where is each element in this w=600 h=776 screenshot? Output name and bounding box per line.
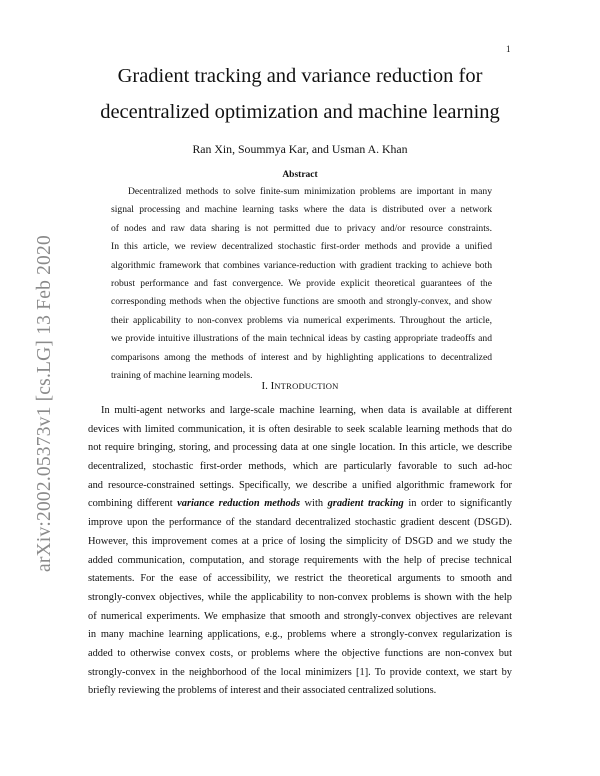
body-line: However, this improvement comes at a price of losing the simplicity of DSGD and we study the (88, 535, 512, 547)
abstract-line: algorithmic framework that combines variance-reduction with gradient tracking to achieve both (111, 259, 492, 271)
abstract-body (111, 183, 492, 385)
abstract-line: In this article, we review decentralized stochastic first-order methods and provide a unified (111, 241, 492, 253)
section-heading-introduction (0, 380, 600, 392)
page-number: 1 (506, 44, 511, 54)
abstract-line: corresponding methods when the objective functions are smooth and strongly-convex, and show (111, 296, 492, 308)
emphasis-gradient-tracking: gradient tracking (327, 498, 404, 510)
section-title-initial: I (270, 380, 275, 392)
body-text: in order to significantly (408, 498, 513, 510)
abstract-line: training of machine learning models. (111, 369, 253, 381)
body-line: briefly reviewing the problems of interest and their associated centralized solutions. (88, 685, 437, 697)
introduction-body (88, 402, 512, 701)
arxiv-identifier-stamp: arXiv:2002.05373v1 [cs.LG] 13 Feb 2020 (34, 235, 55, 572)
abstract-line: robust performance and fast convergence. We provide explicit theoretical guarantees of the (111, 277, 492, 289)
abstract-line: signal processing and machine learning tasks where the data is distributed over a network (111, 204, 492, 216)
abstract-line: comparisons among the methods of interest and by highlighting applications to decentralized (111, 351, 492, 363)
author-list: Ran Xin, Soummya Kar, and Usman A. Khan (192, 142, 408, 156)
paper-title-line-2: decentralized optimization and machine learning (100, 101, 500, 123)
body-line: added communication, computation, and storage requirements with the help of precise technical (88, 554, 512, 566)
body-text: with (304, 498, 324, 510)
paper-title-line-1: Gradient tracking and variance reduction for (117, 65, 483, 87)
body-line: strongly-convex objectives, while the applicability to non-convex problems is shown with the help (88, 591, 512, 603)
body-line: statements. For the ease of accessibility, we restrict the theoretical arguments to smooth and (88, 573, 512, 585)
body-line: improve upon the performance of the standard decentralized stochastic gradient descent (DSGD). (88, 517, 512, 529)
body-line: of numerical experiments. We emphasize that smooth and strongly-convex objectives are relevant (88, 610, 512, 622)
body-line-emphasis (88, 495, 512, 514)
body-line: devices with limited communication, it is often desirable to seek scalable learning methods that do (88, 423, 512, 435)
body-text: combining different (88, 498, 173, 510)
body-line: In multi-agent networks and large-scale machine learning, when data is available at different (101, 405, 512, 416)
body-line: strongly-convex in the neighborhood of the local minimizers [1]. To provide context, we start by (88, 666, 512, 678)
abstract-line: their applicability to non-convex problems via numerical experiments. Throughout the article, (111, 314, 492, 326)
emphasis-variance-reduction: variance reduction methods (177, 498, 300, 510)
body-line: in many machine learning applications, e.g., problems where a strongly-convex regularization is (88, 629, 512, 641)
body-line: decentralized, stochastic first-order methods, which are particularly favorable to such ad-hoc (88, 461, 512, 473)
body-line: not require bringing, storing, and processing data at one single location. In this article, we describe (88, 442, 512, 454)
body-line: and resource-constrained settings. Specifically, we describe a unified algorithmic framework for (88, 479, 512, 491)
abstract-line: we provide intuitive illustrations of the main technical ideas by casting appropriate tradeoffs and (111, 333, 492, 345)
abstract-heading: Abstract (282, 170, 318, 180)
section-title-rest: NTRODUCTION (274, 381, 339, 391)
section-number: I. (261, 380, 268, 392)
body-line: added to otherwise convex costs, or problems where the objective functions are non-convex but (88, 647, 512, 659)
abstract-line: of nodes and raw data sharing is not permitted due to privacy and/or resource constraints. (111, 222, 492, 234)
abstract-line: Decentralized methods to solve finite-sum minimization problems are important in many (128, 186, 492, 197)
